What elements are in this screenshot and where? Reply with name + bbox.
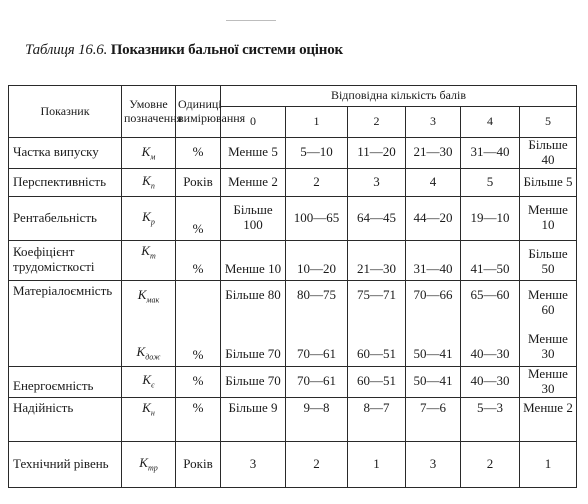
cell: 31—40 — [461, 138, 520, 169]
table-caption — [25, 42, 343, 59]
cell: 11—20 — [348, 138, 406, 169]
cell: Більше 5 — [520, 168, 577, 196]
cell: 80—75 70—61 — [286, 280, 348, 366]
cell: Менше 5 — [221, 138, 286, 169]
cell: 100—65 — [286, 196, 348, 240]
row-label: Технічний рівень — [9, 441, 122, 487]
header-points: Відповідна кількість балів — [221, 86, 577, 107]
header-score-3: 3 — [406, 107, 461, 138]
row-symbol — [122, 280, 176, 366]
row-label: Перспективність — [9, 168, 122, 196]
row-label: Коефіцієнт трудомісткості — [9, 240, 122, 280]
header-unit: Одиниці вимірювання — [176, 86, 221, 138]
cell: 5—3 — [461, 397, 520, 441]
row-symbol: $K_т$ — [122, 240, 176, 280]
cell: Менше 2 — [520, 397, 577, 441]
cell: 19—10 — [461, 196, 520, 240]
row-unit: % — [176, 138, 221, 169]
cell: 3 — [348, 168, 406, 196]
header-score-4: 4 — [461, 107, 520, 138]
cell: 2 — [461, 441, 520, 487]
cell: 5 — [461, 168, 520, 196]
symbol-min: $K_{дож}$ — [136, 344, 161, 362]
table-row — [9, 280, 577, 366]
header-score-5: 5 — [520, 107, 577, 138]
cell: Більше 40 — [520, 138, 577, 169]
table-row — [9, 397, 577, 441]
symbol-max: $K_{мак}$ — [137, 286, 160, 305]
cell: 21—30 — [348, 240, 406, 280]
caption-lead: Таблиця 16.6. — [25, 42, 108, 58]
cell: 70—61 — [286, 366, 348, 397]
caption-title: Показники бальної системи оцінок — [110, 42, 343, 58]
row-unit: % — [176, 240, 221, 280]
row-unit: Років — [176, 441, 221, 487]
row-unit: % — [176, 196, 221, 240]
cell: 9—8 — [286, 397, 348, 441]
row-unit: % — [176, 280, 221, 366]
row-unit: Років — [176, 168, 221, 196]
header-score-2: 2 — [348, 107, 406, 138]
cell: 7—6 — [406, 397, 461, 441]
table-row — [9, 240, 577, 280]
cell: 3 — [406, 441, 461, 487]
cell: 2 — [286, 168, 348, 196]
cell: 10—20 — [286, 240, 348, 280]
table-row — [9, 168, 577, 196]
row-symbol: $K_є$ — [122, 366, 176, 397]
table-row — [9, 138, 577, 169]
row-symbol: $K_н$ — [122, 397, 176, 441]
cell: 8—7 — [348, 397, 406, 441]
cell: 1 — [520, 441, 577, 487]
cell: 70—66 50—41 — [406, 280, 461, 366]
cell: 4 — [406, 168, 461, 196]
cell: Менше 60 Менше 30 — [520, 280, 577, 366]
row-label: Частка випуску — [9, 138, 122, 169]
cell: 3 — [221, 441, 286, 487]
cell: 40—30 — [461, 366, 520, 397]
row-unit: % — [176, 366, 221, 397]
cell: 5—10 — [286, 138, 348, 169]
cell: 50—41 — [406, 366, 461, 397]
cell: Менше 10 — [221, 240, 286, 280]
cell: Менше 30 — [520, 366, 577, 397]
cell: 41—50 — [461, 240, 520, 280]
cell: 75—71 60—51 — [348, 280, 406, 366]
table-row — [9, 196, 577, 240]
scoring-table — [8, 85, 577, 488]
row-symbol: $K_п$ — [122, 168, 176, 196]
header-row-top — [9, 86, 577, 107]
cell: Більше 70 — [221, 366, 286, 397]
row-label: Енергоємність — [9, 366, 122, 397]
cell: 21—30 — [406, 138, 461, 169]
header-score-0: 0 — [221, 107, 286, 138]
header-symbol: Умовне позначення — [122, 86, 176, 138]
row-symbol: $K_м$ — [122, 138, 176, 169]
row-label: Матеріалоємність — [9, 280, 122, 366]
cell: 31—40 — [406, 240, 461, 280]
cell: 44—20 — [406, 196, 461, 240]
cell: 60—51 — [348, 366, 406, 397]
row-unit: % — [176, 397, 221, 441]
cell: 2 — [286, 441, 348, 487]
cell: 64—45 — [348, 196, 406, 240]
header-score-1: 1 — [286, 107, 348, 138]
cell: Більше 9 — [221, 397, 286, 441]
cell: Більше 100 — [221, 196, 286, 240]
table-row — [9, 366, 577, 397]
header-indicator: Показник — [9, 86, 122, 138]
row-label: Рентабельність — [9, 196, 122, 240]
cell: Менше 10 — [520, 196, 577, 240]
decorative-rule — [226, 20, 276, 21]
cell: Більше 80 Більше 70 — [221, 280, 286, 366]
table-row — [9, 441, 577, 487]
row-symbol: $K_{тр}$ — [122, 441, 176, 487]
row-symbol: $K_р$ — [122, 196, 176, 240]
cell: Більше 50 — [520, 240, 577, 280]
cell: 65—60 40—30 — [461, 280, 520, 366]
row-label: Надійність — [9, 397, 122, 441]
cell: 1 — [348, 441, 406, 487]
cell: Менше 2 — [221, 168, 286, 196]
